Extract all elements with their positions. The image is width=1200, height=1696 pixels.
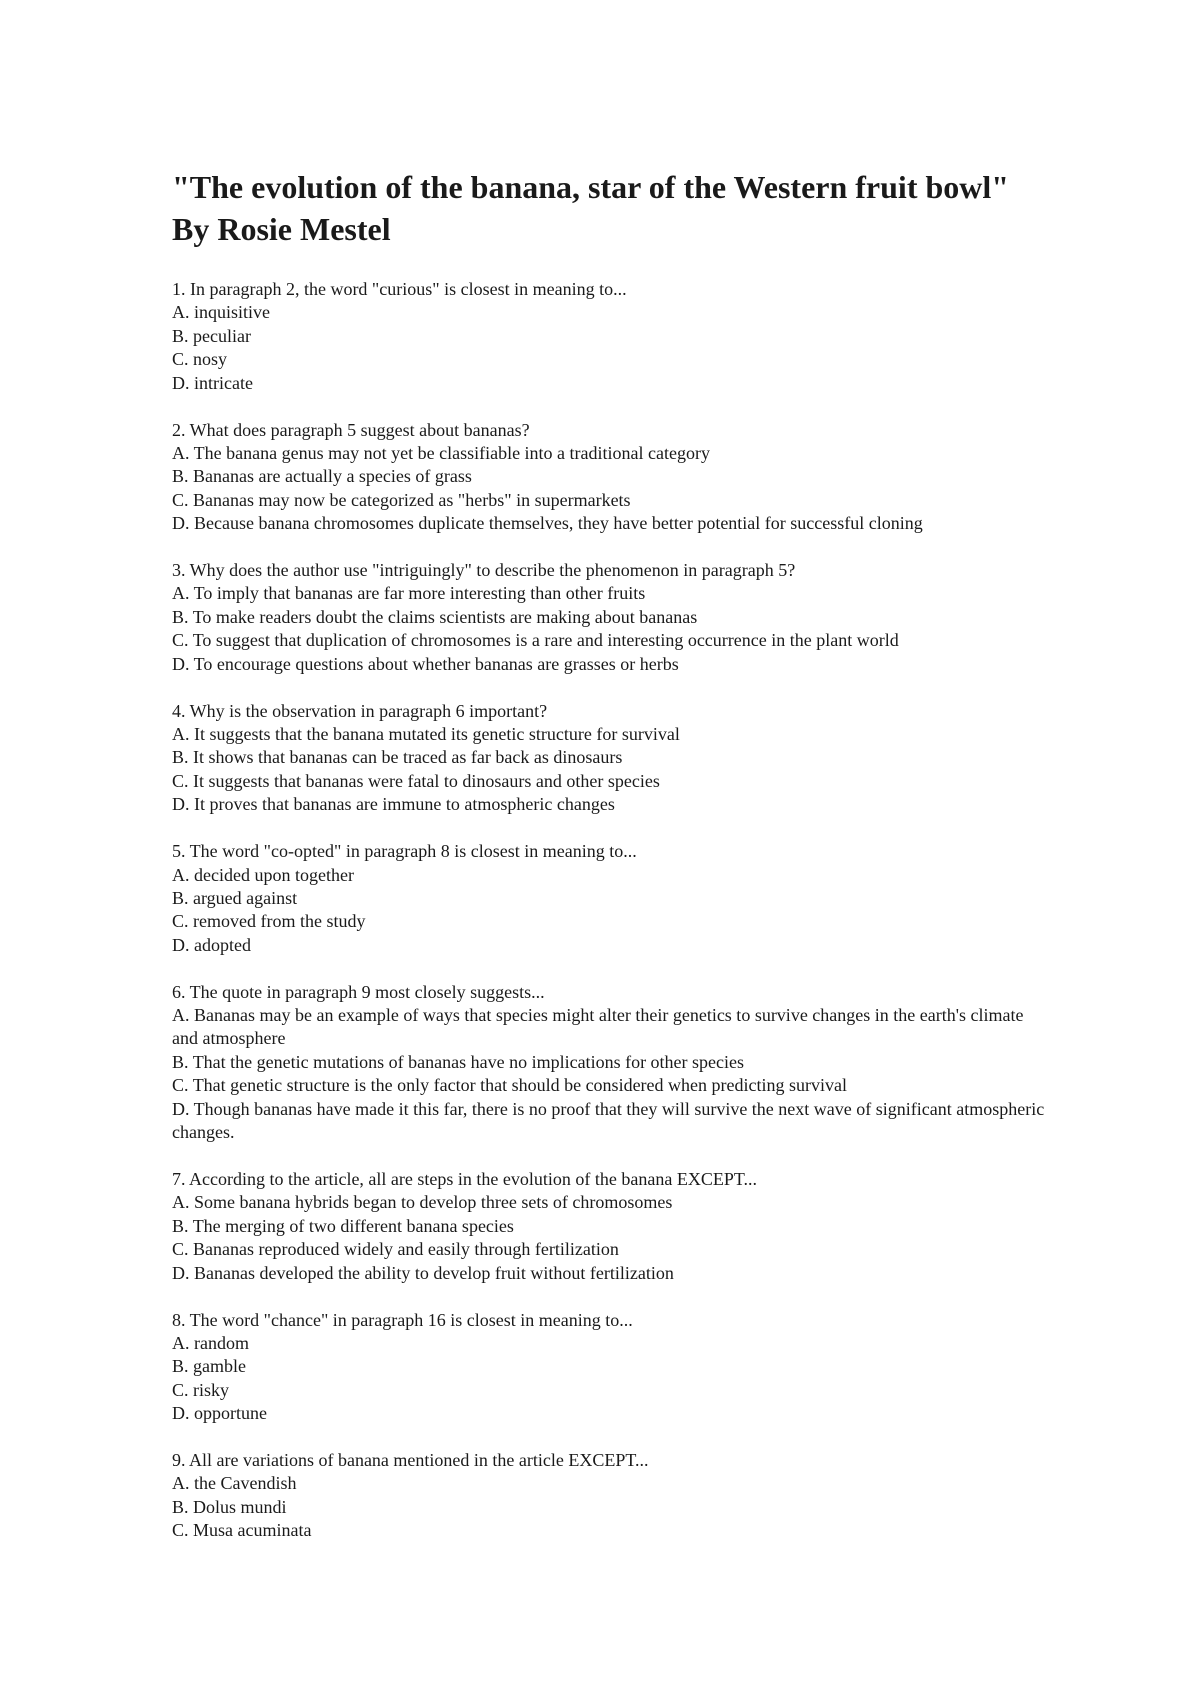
document-page — [172, 166, 1052, 1566]
answer-option — [172, 325, 1052, 348]
highlighted-answer-letter — [172, 935, 190, 955]
answer-text: Dolus mundi — [188, 1496, 287, 1517]
question-block — [172, 419, 1052, 536]
answer-text: opportune — [189, 1403, 267, 1424]
answer-letter-text: B. — [172, 1051, 189, 1072]
answer-letter-text: A. — [172, 1192, 190, 1213]
answer-option — [172, 864, 1052, 887]
answer-option — [172, 1098, 1052, 1145]
answer-text: It suggests that bananas were fatal to dinosaurs and other species — [188, 770, 660, 791]
answer-letter-text: A. — [172, 1332, 190, 1353]
answer-text: To suggest that duplication of chromosomes is a rare and interesting occurrence in the plant world — [188, 630, 899, 651]
answer-letter — [172, 607, 189, 627]
answer-letter-text: A. — [172, 442, 190, 463]
answer-letter-text: B. — [172, 887, 189, 908]
answer-letter-text: B. — [172, 1356, 189, 1377]
answer-text: peculiar — [188, 325, 251, 346]
answer-letter — [172, 1075, 189, 1095]
question-block — [172, 1449, 1052, 1543]
answer-letter-text: C. — [172, 630, 189, 651]
answer-text: random — [189, 1332, 249, 1353]
answer-option — [172, 1238, 1052, 1261]
answer-option — [172, 301, 1052, 324]
answer-letter-text: A. — [172, 1473, 190, 1494]
answer-text: To encourage questions about whether bananas are grasses or herbs — [189, 653, 679, 674]
answer-option — [172, 606, 1052, 629]
answer-option — [172, 372, 1052, 395]
answer-option — [172, 442, 1052, 465]
highlighted-answer-letter — [172, 1005, 190, 1025]
answer-letter-text: A. — [172, 1005, 190, 1026]
answer-letter-text: D. — [172, 653, 190, 674]
answer-text: Bananas may now be categorized as "herbs" in supermarkets — [188, 489, 631, 510]
answer-letter — [172, 373, 190, 393]
answer-letter-text: D. — [172, 1403, 190, 1424]
answer-letter — [172, 490, 189, 510]
highlighted-answer-letter — [172, 1497, 189, 1517]
question-block — [172, 1309, 1052, 1426]
answer-option — [172, 465, 1052, 488]
answer-text: Bananas developed the ability to develop fruit without fertilization — [189, 1262, 674, 1283]
answer-text: Though bananas have made it this far, there is no proof that they will survive the next wave of significant atmospheric changes. — [172, 1098, 1045, 1143]
answer-letter — [172, 747, 189, 767]
highlighted-answer-letter — [172, 1333, 190, 1353]
answer-letter-text: C. — [172, 349, 189, 370]
answer-text: It suggests that the banana mutated its genetic structure for survival — [189, 724, 680, 744]
answer-option — [172, 512, 1052, 535]
document-title: "The evolution of the banana, star of the Western fruit bowl" By Rosie Mestel — [172, 169, 1010, 247]
answer-option — [172, 348, 1052, 371]
answer-letter-text: B. — [172, 1215, 189, 1236]
answer-option — [172, 1355, 1052, 1378]
answer-option — [172, 1262, 1052, 1285]
answer-option — [172, 489, 1052, 512]
answer-letter — [172, 1052, 189, 1072]
answer-text: Because banana chromosomes duplicate themselves, they have better potential for successful cloning — [189, 513, 923, 534]
answer-letter-text: A. — [172, 302, 190, 323]
question-stem: 9. All are variations of banana mentioned in the article EXCEPT... — [172, 1450, 649, 1471]
answer-letter — [172, 771, 189, 791]
question-block — [172, 700, 1052, 817]
question-stem: 3. Why does the author use "intriguingly" to describe the phenomenon in paragraph 5? — [172, 560, 796, 581]
answer-option — [172, 1004, 1052, 1051]
answer-option — [172, 1215, 1052, 1238]
answer-option — [172, 934, 1052, 957]
question-stem: 1. In paragraph 2, the word "curious" is closest in meaning to... — [172, 279, 627, 299]
question-list — [172, 278, 1052, 1543]
answer-letter-text: D. — [172, 1098, 190, 1119]
answer-option — [172, 746, 1052, 769]
answer-option — [172, 582, 1052, 605]
answer-letter-text: B. — [172, 747, 189, 768]
answer-text: That genetic structure is the only factor that should be considered when predicting survival — [188, 1075, 847, 1096]
answer-letter — [172, 349, 189, 369]
answer-letter-text: D. — [172, 1262, 190, 1283]
answer-letter-text: C. — [172, 1075, 189, 1096]
question-block — [172, 559, 1052, 676]
answer-letter-text: C. — [172, 1520, 189, 1541]
answer-option — [172, 1379, 1052, 1402]
answer-letter-text: C. — [172, 489, 189, 510]
answer-letter-text: A. — [172, 864, 190, 885]
answer-letter — [172, 1099, 190, 1119]
answer-letter-text: D. — [172, 794, 190, 815]
answer-text: intricate — [189, 372, 253, 393]
question-stem: 6. The quote in paragraph 9 most closely suggests... — [172, 981, 545, 1002]
question-block — [172, 981, 1052, 1145]
answer-option — [172, 1496, 1052, 1519]
answer-option — [172, 1472, 1052, 1495]
highlighted-answer-letter — [172, 724, 190, 744]
answer-text: To imply that bananas are far more interesting than other fruits — [189, 583, 646, 604]
highlighted-answer-letter — [172, 326, 189, 346]
answer-letter-text: D. — [172, 934, 190, 955]
answer-letter — [172, 794, 190, 814]
answer-text: Bananas are actually a species of grass — [188, 466, 472, 487]
answer-option — [172, 1191, 1052, 1214]
answer-letter — [172, 865, 190, 885]
answer-option — [172, 653, 1052, 676]
question-stem: 4. Why is the observation in paragraph 6 important? — [172, 700, 548, 721]
question-block — [172, 840, 1052, 957]
answer-letter-text: D. — [172, 372, 190, 393]
answer-text: The banana genus may not yet be classifiable into a traditional category — [189, 442, 710, 463]
answer-option — [172, 1519, 1052, 1542]
question-stem: 5. The word "co-opted" in paragraph 8 is closest in meaning to... — [172, 841, 637, 862]
answer-letter — [172, 1356, 189, 1376]
answer-option — [172, 793, 1052, 816]
answer-letter — [172, 466, 189, 486]
answer-letter-text: C. — [172, 770, 189, 791]
answer-letter-text: B. — [172, 325, 189, 346]
answer-letter-text: C. — [172, 1379, 189, 1400]
answer-text: gamble — [188, 1356, 246, 1377]
answer-text: adopted — [189, 934, 251, 955]
answer-letter — [172, 654, 190, 674]
answer-option — [172, 629, 1052, 652]
question-stem: 8. The word "chance" in paragraph 16 is closest in meaning to... — [172, 1309, 633, 1330]
answer-text: the Cavendish — [189, 1473, 297, 1494]
answer-letter — [172, 1520, 189, 1540]
answer-letter-text: A. — [172, 724, 190, 744]
answer-text: Bananas reproduced widely and easily through fertilization — [188, 1239, 619, 1260]
answer-letter-text: B. — [172, 606, 189, 627]
answer-text: argued against — [188, 887, 298, 908]
answer-option — [172, 1051, 1052, 1074]
answer-letter — [172, 1380, 189, 1400]
highlighted-answer-letter — [172, 630, 189, 650]
answer-option — [172, 770, 1052, 793]
answer-text: It shows that bananas can be traced as far back as dinosaurs — [188, 747, 623, 768]
answer-option — [172, 723, 1052, 746]
answer-text: Bananas may be an example of ways that species might alter their genetics to survive changes in the earth's climate and atmosphere — [172, 1005, 1024, 1049]
highlighted-answer-letter — [172, 1239, 189, 1259]
question-block — [172, 278, 1052, 395]
answer-letter — [172, 1263, 190, 1283]
answer-text: That the genetic mutations of bananas have no implications for other species — [188, 1051, 745, 1072]
answer-option — [172, 1402, 1052, 1425]
answer-text: It proves that bananas are immune to atmospheric changes — [189, 794, 615, 815]
answer-letter — [172, 888, 189, 908]
highlighted-answer-letter — [172, 443, 190, 463]
answer-letter-text: C. — [172, 911, 189, 932]
answer-option — [172, 1332, 1052, 1355]
answer-option — [172, 1074, 1052, 1097]
answer-text: nosy — [188, 349, 228, 370]
answer-text: removed from the study — [188, 911, 366, 932]
answer-letter — [172, 1403, 190, 1423]
answer-letter-text: D. — [172, 513, 190, 534]
question-stem: 7. According to the article, all are steps in the evolution of the banana EXCEPT... — [172, 1169, 757, 1189]
answer-option — [172, 910, 1052, 933]
answer-text: To make readers doubt the claims scientists are making about bananas — [188, 606, 698, 627]
answer-letter — [172, 911, 189, 931]
question-stem: 2. What does paragraph 5 suggest about bananas? — [172, 419, 530, 440]
answer-text: inquisitive — [189, 302, 270, 323]
answer-letter — [172, 1192, 190, 1212]
answer-letter — [172, 1216, 189, 1236]
answer-letter — [172, 302, 190, 322]
answer-letter — [172, 1473, 190, 1493]
answer-text: risky — [188, 1379, 230, 1400]
answer-text: The merging of two different banana species — [188, 1215, 514, 1236]
answer-letter-text: B. — [172, 1496, 189, 1517]
answer-text: decided upon together — [189, 864, 354, 885]
answer-text: Musa acuminata — [188, 1520, 312, 1541]
answer-letter-text: A. — [172, 583, 190, 604]
answer-letter — [172, 583, 190, 603]
answer-letter — [172, 513, 190, 533]
answer-letter-text: B. — [172, 466, 189, 487]
question-block — [172, 1168, 1052, 1285]
answer-letter-text: C. — [172, 1239, 189, 1260]
answer-option — [172, 887, 1052, 910]
answer-text: Some banana hybrids began to develop three sets of chromosomes — [189, 1192, 673, 1213]
